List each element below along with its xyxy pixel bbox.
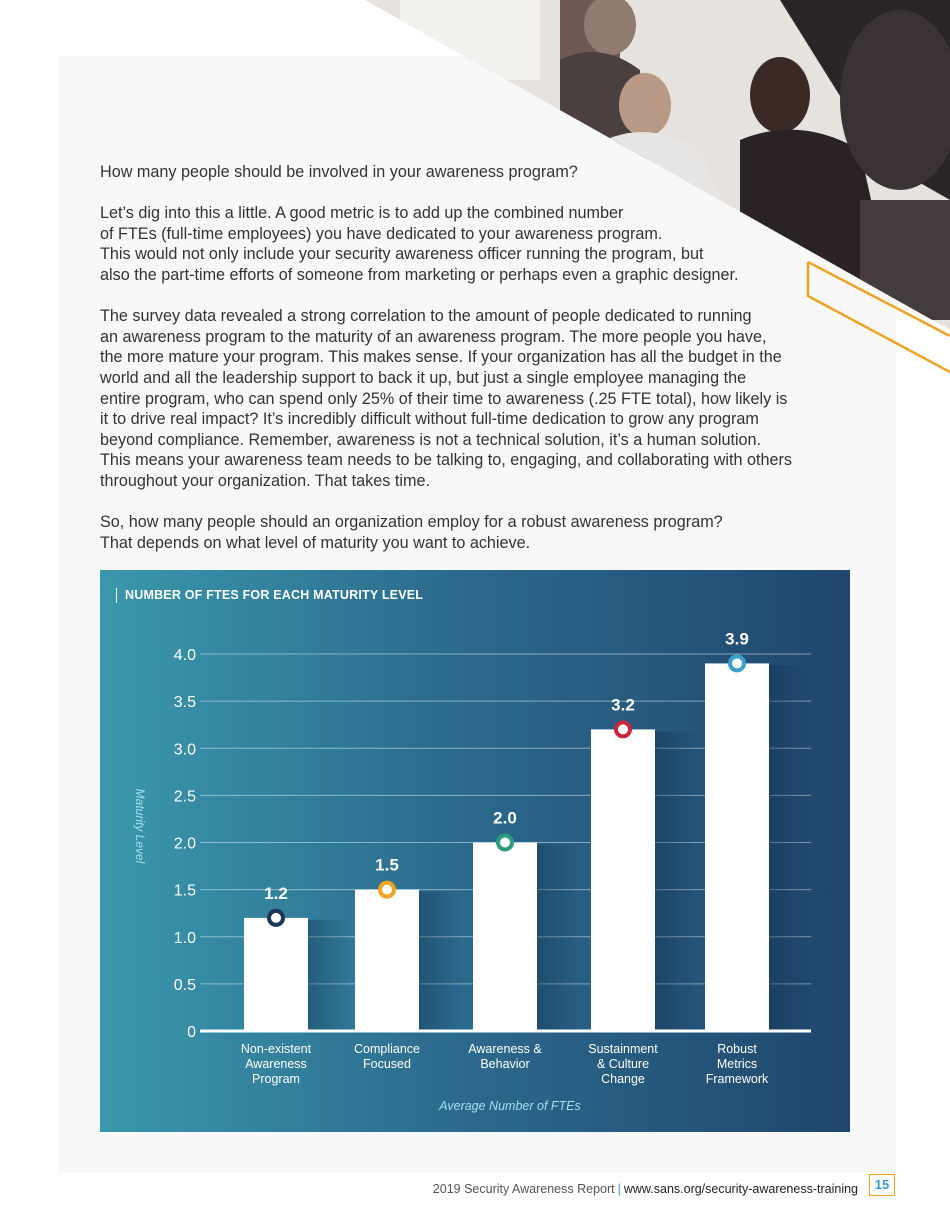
- y-axis-title: Maturity Level: [133, 788, 147, 864]
- x-tick-label: Compliance: [353, 1042, 421, 1056]
- x-tick-label: Robust: [717, 1042, 757, 1056]
- x-tick-label: Metrics: [716, 1057, 758, 1071]
- data-label: 1.2: [264, 883, 288, 903]
- x-tick-label: Framework: [705, 1072, 769, 1086]
- bar-shadow: [655, 731, 699, 1031]
- data-label: 2.0: [493, 808, 517, 828]
- footer-report-title: 2019 Security Awareness Report: [432, 1182, 615, 1196]
- paragraph-metric: Let’s dig into this a little. A good metric is to add up the combined number of FTEs (full-time employees) you have dedicated to your awareness program. This would not only include your security awareness officer running the program, but also the part-time efforts of someone from marketing or perhaps even a graphic designer.: [100, 204, 739, 284]
- x-tick-label: Behavior: [480, 1057, 530, 1071]
- x-tick-label: Focused: [363, 1057, 411, 1071]
- y-tick-label: 0: [187, 1024, 196, 1041]
- y-tick-label: 1.5: [173, 882, 196, 900]
- y-tick-label: 0.5: [173, 976, 196, 994]
- bar: [244, 918, 308, 1031]
- bar-marker: [616, 722, 630, 736]
- bar-marker: [730, 656, 744, 670]
- bar: [591, 729, 655, 1031]
- y-tick-label: 3.5: [173, 694, 196, 712]
- data-label: 3.2: [611, 695, 635, 715]
- footer-separator: |: [617, 1182, 621, 1196]
- bar-shadow: [419, 892, 463, 1031]
- bar: [355, 890, 419, 1031]
- y-tick-label: 4.0: [173, 647, 196, 664]
- bar-marker: [380, 883, 394, 897]
- chart-title: NUMBER OF FTES FOR EACH MATURITY LEVEL: [116, 588, 423, 603]
- bar-shadow: [769, 665, 813, 1031]
- body-text: [100, 162, 860, 574]
- chart-plot: [100, 570, 850, 1132]
- bar-shadow: [537, 845, 581, 1032]
- paragraph-correlation: The survey data revealed a strong correlation to the amount of people dedicated to running an awareness program to the maturity of an awareness program. The more people you have, the more mature your program. This makes sense. If your organization has all the budget in the world and all the leadership support to back it up, but just a single employee managing the entire program, who can spend only 25% of their time to awareness (.25 FTE total), how likely is it to drive real impact? It’s incredibly difficult without full-time dedication to grow any program beyond compliance. Remember, awareness is not a technical solution, it’s a human solution. This means your awareness team needs to be talking to, engaging, and collaborating with others throughout your organization. That takes time.: [100, 307, 792, 490]
- x-tick-label: Program: [252, 1072, 300, 1086]
- x-tick-label: Awareness &: [468, 1042, 542, 1056]
- fte-chart: [100, 570, 850, 1132]
- bar-shadow: [308, 920, 352, 1031]
- y-tick-label: 1.0: [173, 929, 196, 947]
- bar: [705, 663, 769, 1031]
- bar-marker: [269, 911, 283, 925]
- paragraph-conclusion: So, how many people should an organization employ for a robust awareness program? That depends on what level of maturity you want to achieve.: [100, 513, 723, 552]
- x-tick-label: Non-existent: [240, 1042, 312, 1056]
- x-axis-title: Average Number of FTEs: [439, 1099, 581, 1113]
- bar: [473, 843, 537, 1032]
- x-tick-label: Change: [601, 1072, 645, 1086]
- x-tick-label: Sustainment: [588, 1042, 658, 1056]
- data-label: 3.9: [725, 629, 749, 649]
- y-tick-label: 3.0: [173, 741, 196, 759]
- footer: [433, 1182, 858, 1196]
- footer-url-link[interactable]: www.sans.org/security-awareness-training: [623, 1182, 858, 1196]
- intro-question: How many people should be involved in your awareness program?: [100, 163, 578, 181]
- x-tick-label: & Culture: [596, 1057, 650, 1071]
- page-number: 15: [869, 1174, 895, 1196]
- y-tick-label: 2.5: [173, 788, 196, 806]
- data-label: 1.5: [375, 855, 399, 875]
- y-tick-label: 2.0: [173, 835, 196, 853]
- bar-marker: [498, 836, 512, 850]
- x-tick-label: Awareness: [245, 1057, 307, 1071]
